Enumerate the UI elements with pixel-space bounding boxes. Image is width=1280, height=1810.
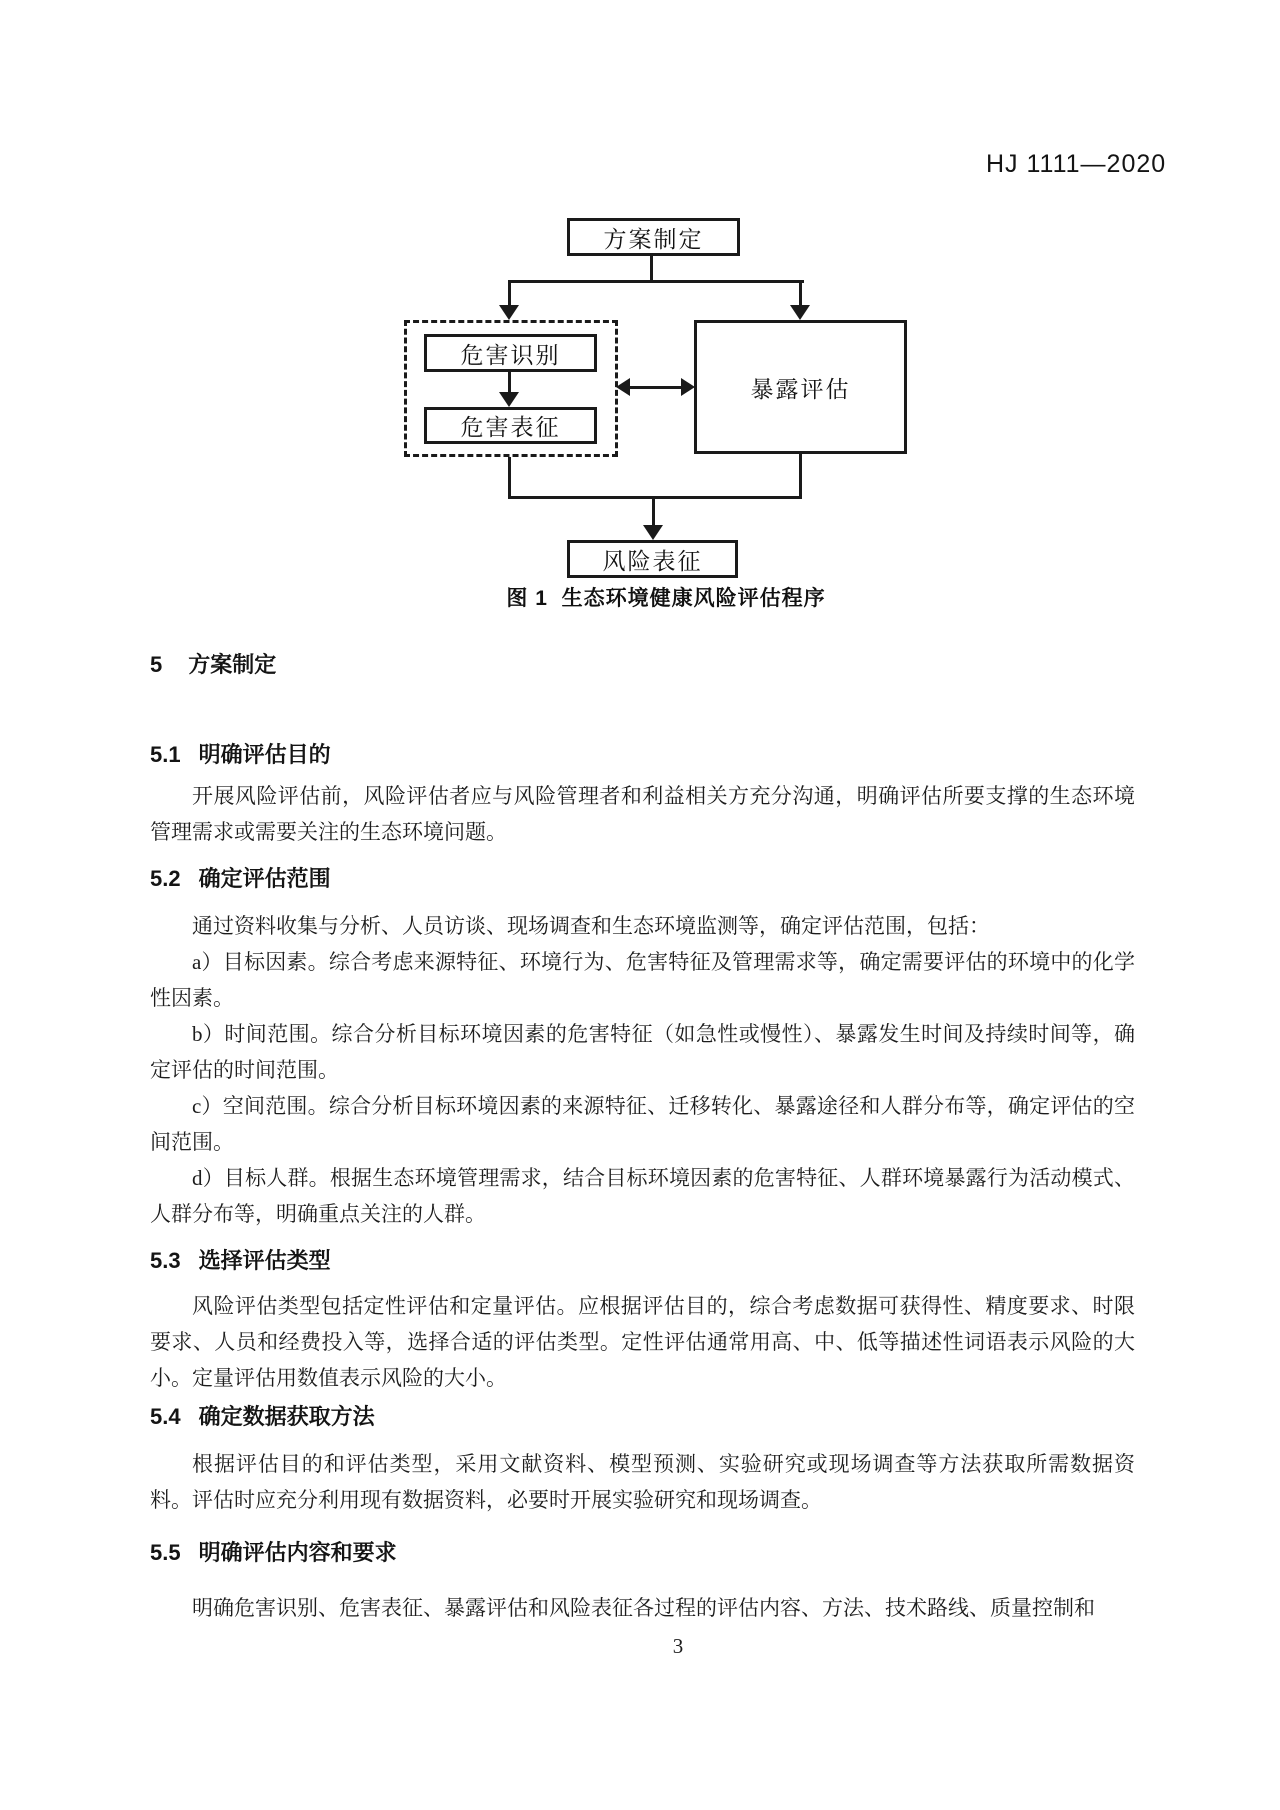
paragraph: 根据评估目的和评估类型，采用文献资料、模型预测、实验研究或现场调查等方法获取所需数据资料。评估时应充分利用现有数据资料，必要时开展实验研究和现场调查。 <box>150 1452 1135 1512</box>
connector-line <box>508 280 511 307</box>
connector-line <box>508 496 802 499</box>
section-number: 5.2 <box>150 866 181 891</box>
section-number: 5.5 <box>150 1540 181 1565</box>
list-item-d: d）目标人群。根据生态环境管理需求，结合目标环境因素的危害特征、人群环境暴露行为活动模式、人群分布等，明确重点关注的人群。 <box>150 1166 1135 1226</box>
section-number: 5.1 <box>150 742 181 767</box>
flow-node-risk-characterization: 风险表征 <box>567 540 738 578</box>
section-title: 明确评估目的 <box>198 742 331 767</box>
section-5-2-body <box>150 908 1135 1232</box>
section-5-3-body <box>150 1288 1135 1396</box>
paragraph: 通过资料收集与分析、人员访谈、现场调查和生态环境监测等，确定评估范围，包括： <box>192 914 990 938</box>
section-title: 确定数据获取方法 <box>198 1404 375 1429</box>
connector-line <box>508 372 511 394</box>
page-number: 3 <box>672 1634 684 1658</box>
doc-number: HJ 1111—2020 <box>986 150 1167 178</box>
paragraph: 风险评估类型包括定性评估和定量评估。应根据评估目的，综合考虑数据可获得性、精度要求、时限要求、人员和经费投入等，选择合适的评估类型。定性评估通常用高、中、低等描述性词语表示风险的大小。定量评估用数值表示风险的大小。 <box>150 1294 1135 1390</box>
arrowhead-down-icon <box>499 392 519 407</box>
connector-line <box>799 454 802 499</box>
section-number: 5.4 <box>150 1404 181 1429</box>
list-item-c: c）空间范围。综合分析目标环境因素的来源特征、迁移转化、暴露途径和人群分布等，确定评估的空间范围。 <box>150 1094 1135 1154</box>
section-heading-5-1 <box>150 738 1135 769</box>
flow-node-hazard-identification: 危害识别 <box>424 334 597 372</box>
list-item-b: b）时间范围。综合分析目标环境因素的危害特征（如急性或慢性）、暴露发生时间及持续时间等，确定评估的时间范围。 <box>150 1022 1135 1082</box>
section-5-4-body <box>150 1446 1135 1518</box>
list-item-a: a）目标因素。综合考虑来源特征、环境行为、危害特征及管理需求等，确定需要评估的环境中的化学性因素。 <box>150 950 1135 1010</box>
section-heading-5-5 <box>150 1536 1135 1567</box>
section-heading-5-2 <box>150 862 1135 893</box>
flow-node-plan: 方案制定 <box>567 218 740 256</box>
section-title: 明确评估内容和要求 <box>198 1540 397 1565</box>
section-number: 5 <box>150 652 163 677</box>
arrowhead-down-icon <box>499 305 519 320</box>
figure-flowchart <box>0 185 1280 635</box>
section-5-5-body <box>150 1590 1135 1626</box>
section-heading-5-3 <box>150 1244 1135 1275</box>
connector-line <box>650 256 653 280</box>
connector-line <box>652 496 655 526</box>
connector-line <box>508 457 511 499</box>
section-heading-5-4 <box>150 1400 1135 1431</box>
section-title: 确定评估范围 <box>198 866 331 891</box>
arrowhead-right-icon <box>681 378 695 396</box>
section-number: 5.3 <box>150 1248 181 1273</box>
connector-line <box>799 280 802 307</box>
connector-line <box>508 280 804 283</box>
flow-node-hazard-characterization: 危害表征 <box>424 407 597 444</box>
section-title: 方案制定 <box>188 652 277 677</box>
section-heading-5 <box>150 648 1135 679</box>
connector-line <box>629 386 682 389</box>
arrowhead-down-icon <box>643 525 663 540</box>
figure-caption: 图 1 生态环境健康风险评估程序 <box>506 587 826 610</box>
arrowhead-down-icon <box>790 305 810 320</box>
paragraph: 开展风险评估前，风险评估者应与风险管理者和利益相关方充分沟通，明确评估所要支撑的生态环境管理需求或需要关注的生态环境问题。 <box>150 784 1135 844</box>
flow-node-exposure-assessment: 暴露评估 <box>694 320 907 454</box>
section-5-1-body <box>150 778 1135 850</box>
section-title: 选择评估类型 <box>198 1248 331 1273</box>
arrowhead-left-icon <box>616 378 630 396</box>
paragraph: 明确危害识别、危害表征、暴露评估和风险表征各过程的评估内容、方法、技术路线、质量控制和 <box>192 1596 1095 1620</box>
